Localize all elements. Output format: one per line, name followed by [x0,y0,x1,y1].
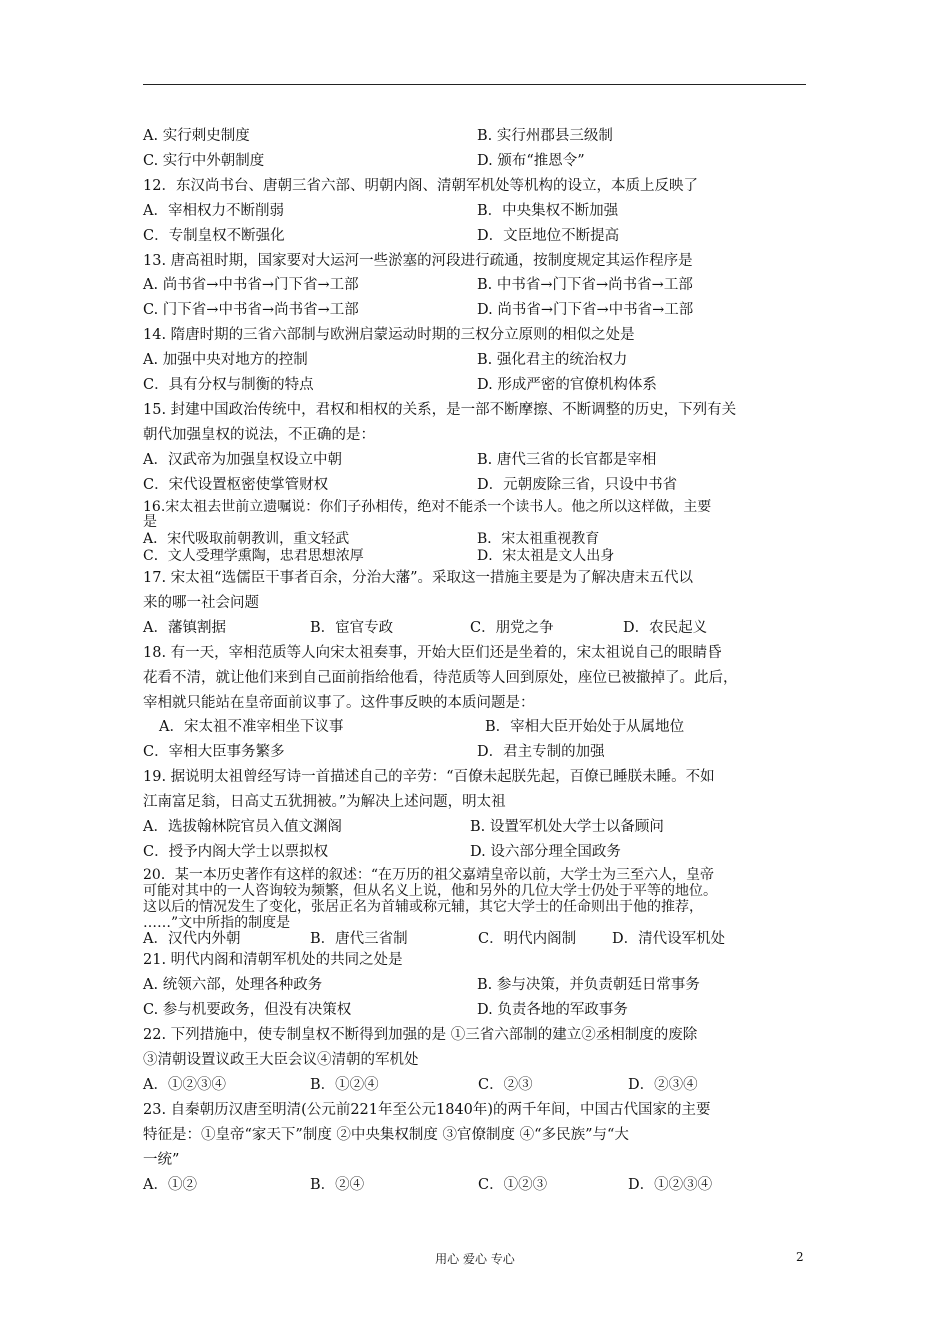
q14-option-a: A. 加强中央对地方的控制 [143,352,308,368]
q15-option-c: C．宋代设置枢密使掌管财权 [143,477,329,493]
q11-option-b: B. 实行州郡县三级制 [477,128,613,144]
q18-option-c: C．宰相大臣事务繁多 [143,744,285,760]
q20-stem-line2: 可能对其中的一人咨询较为频繁，但从名义上说，他和另外的几位大学士仍处于平等的地位。 [143,883,717,899]
q13-option-a: A. 尚书省→中书省→门下省→工部 [143,277,359,293]
q18-stem-line3: 宰相就只能站在皇帝面前议事了。这件事反映的本质问题是： [143,695,535,711]
q14-stem: 14. 隋唐时期的三省六部制与欧洲启蒙运动时期的三权分立原则的相似之处是 [143,327,635,343]
q18-option-d: D．君主专制的加强 [477,744,605,760]
q19-option-a: A．选拔翰林院官员入值文渊阁 [143,819,342,835]
q23-option-d: D．①②③④ [628,1177,713,1193]
q12-stem: 12．东汉尚书台、唐朝三省六部、明朝内阁、清朝军机处等机构的设立，本质上反映了 [143,178,698,194]
q14-option-d: D. 形成严密的官僚机构体系 [477,377,657,393]
q16-option-a: A．宋代吸取前朝教训，重文轻武 [143,531,350,547]
q14-option-c: C．具有分权与制衡的特点 [143,377,314,393]
q21-option-a: A. 统领六部，处理各种政务 [143,977,323,993]
q16-option-c: C．文人受理学熏陶，忠君思想浓厚 [143,548,364,564]
q23-stem-line3: 一统” [143,1152,180,1168]
q12-option-c: C．专制皇权不断强化 [143,228,285,244]
q23-stem-line1: 23. 自秦朝历汉唐至明清(公元前221年至公元1840年)的两千年间，中国古代国家的主要 [143,1102,711,1118]
q16-stem-line1: 16.宋太祖去世前立遗嘱说：你们子孙相传，绝对不能杀一个读书人。他之所以这样做，主要 [143,499,712,515]
q11-option-a: A. 实行刺史制度 [143,128,250,144]
q20-stem-line3: 这以后的情况发生了变化，张居正名为首辅或称元辅，其它大学士的任命则出于他的推荐， [143,899,703,915]
q19-stem-line2: 江南富足翁，日高丈五犹拥被。”为解决上述问题，明太祖 [143,794,506,810]
q13-option-c: C. 门下省→中书省→尚书省→工部 [143,302,359,318]
q20-stem-line1: 20．某一本历史著作有这样的叙述：“在万历的祖父嘉靖皇帝以前，大学士为三至六人，皇帝 [143,867,714,883]
q16-option-b: B．宋太祖重视教育 [477,531,600,547]
q18-stem-line1: 18. 有一天，宰相范质等人向宋太祖奏事，开始大臣们还是坐着的，宋太祖说自己的眼睛昏 [143,645,722,661]
q17-stem-line2: 来的哪一社会问题 [143,595,259,611]
q14-option-b: B. 强化君主的统治权力 [477,352,628,368]
q20-option-a: A．汉代内外朝 [143,931,241,947]
q19-option-d: D. 设六部分理全国政务 [470,844,621,860]
q21-stem: 21. 明代内阁和清朝军机处的共同之处是 [143,952,403,968]
q21-option-c: C. 参与机要政务，但没有决策权 [143,1002,352,1018]
q12-option-b: B．中央集权不断加强 [477,203,619,219]
q15-option-b: B. 唐代三省的长官都是宰相 [477,452,657,468]
q23-stem-line2: 特征是：①皇帝“家天下”制度 ②中央集权制度 ③官僚制度 ④“多民族”与“大 [143,1127,629,1143]
q22-option-d: D．②③④ [628,1077,698,1093]
q12-option-d: D．文臣地位不断提高 [477,228,620,244]
q19-stem-line1: 19. 据说明太祖曾经写诗一首描述自己的辛劳：“百僚未起朕先起，百僚已睡朕未睡。不如 [143,769,715,785]
q18-option-b: B．宰相大臣开始处于从属地位 [485,719,685,735]
q13-stem: 13. 唐高祖时期，国家要对大运河一些淤塞的河段进行疏通，按制度规定其运作程序是 [143,253,693,269]
q20-option-c: C．明代内阁制 [478,931,577,947]
q17-option-d: D．农民起义 [623,620,708,636]
q18-option-a: A．宋太祖不准宰相坐下议事 [159,719,344,735]
q17-stem-line1: 17. 宋太祖“选儒臣干事者百余，分治大藩”。采取这一措施主要是为了解决唐末五代以 [143,570,693,586]
q20-option-d: D．清代设军机处 [612,931,726,947]
q21-option-d: D. 负责各地的军政事务 [477,1002,628,1018]
q11-option-d: D. 颁布“推恩令” [477,153,585,169]
q18-stem-line2: 花看不清，就让他们来到自己面前指给他看，待范质等人回到原处，座位已被撤掉了。此后， [143,670,738,686]
q22-option-c: C．②③ [478,1077,533,1093]
q17-option-a: A．藩镇割据 [143,620,226,636]
header-rule [143,84,806,85]
q22-option-b: B．①②④ [310,1077,379,1093]
q19-option-b: B. 设置军机处大学士以备顾问 [470,819,664,835]
q16-option-d: D．宋太祖是文人出身 [477,548,615,564]
q22-stem-line2: ③清朝设置议政王大臣会议④清朝的军机处 [143,1052,419,1068]
q12-option-a: A．宰相权力不断削弱 [143,203,284,219]
q15-option-d: D．元朝废除三省，只设中书省 [477,477,678,493]
q17-option-b: B．宦官专政 [310,620,394,636]
q23-option-c: C．①②③ [478,1177,548,1193]
q16-stem-line2: 是 [143,514,157,530]
q20-option-b: B．唐代三省制 [310,931,408,947]
q23-option-a: A．①② [143,1177,197,1193]
page-footer: 用心 爱心 专心 [435,1252,515,1266]
q15-stem-line1: 15. 封建中国政治传统中，君权和相权的关系，是一部不断摩擦、不断调整的历史，下列有关 [143,402,737,418]
q15-option-a: A．汉武帝为加强皇权设立中朝 [143,452,342,468]
q19-option-c: C．授予内阁大学士以票拟权 [143,844,329,860]
q13-option-b: B. 中书省→门下省→尚书省→工部 [477,277,693,293]
q17-option-c: C．朋党之争 [470,620,554,636]
page-number: 2 [796,1250,804,1264]
q11-option-c: C. 实行中外朝制度 [143,153,265,169]
q22-stem-line1: 22. 下列措施中，使专制皇权不断得到加强的是 ①三省六部制的建立②丞相制度的废除 [143,1027,698,1043]
q20-stem-line4: ……”文中所指的制度是 [143,915,291,931]
q23-option-b: B．②④ [310,1177,365,1193]
q13-option-d: D. 尚书省→门下省→中书省→工部 [477,302,694,318]
q21-option-b: B. 参与决策，并负责朝廷日常事务 [477,977,700,993]
q22-option-a: A．①②③④ [143,1077,226,1093]
q15-stem-line2: 朝代加强皇权的说法，不正确的是： [143,427,375,443]
